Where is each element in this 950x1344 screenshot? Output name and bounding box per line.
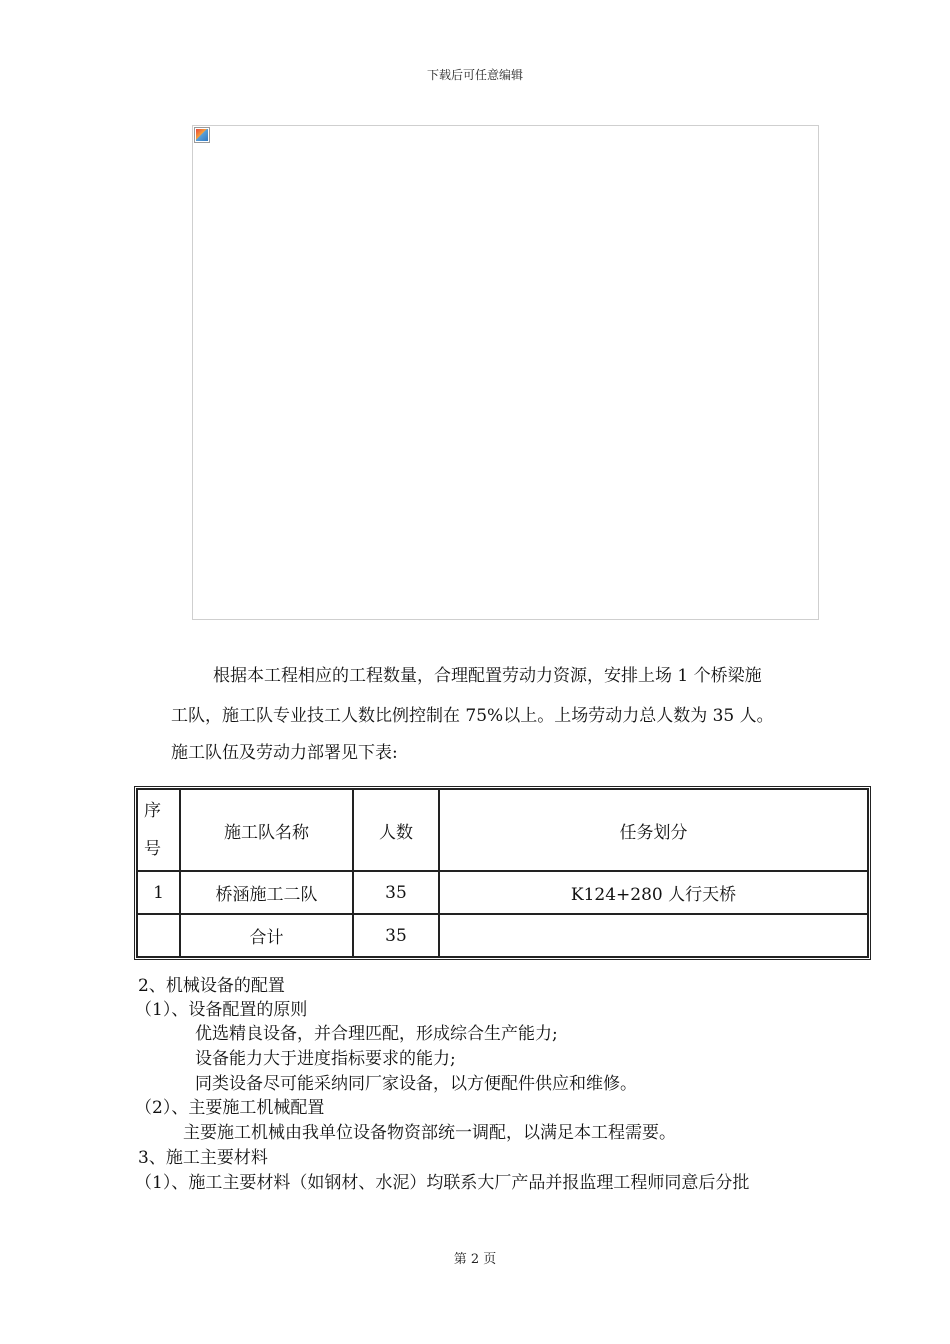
header-task: 任务划分 xyxy=(439,789,868,871)
body-paragraph-line-1: 根据本工程相应的工程数量，合理配置劳动力资源，安排上场 1 个桥梁施 xyxy=(213,666,762,686)
cell-count: 35 xyxy=(353,871,439,914)
section-heading-3: 3、施工主要材料 xyxy=(138,1148,268,1168)
subsection-heading-2-2: （2）、主要施工机械配置 xyxy=(135,1098,325,1118)
table-header-row xyxy=(137,789,868,871)
header-seq xyxy=(137,789,180,871)
body-paragraph-line-3: 施工队伍及劳动力部署见下表: xyxy=(171,743,398,763)
subsection-heading-3-1: （1）、施工主要材料（如钢材、水泥）均联系大厂产品并报监理工程师同意后分批 xyxy=(135,1173,750,1193)
body-line: 主要施工机械由我单位设备物资部统一调配，以满足本工程需要。 xyxy=(183,1123,676,1143)
page-header: 下载后可任意编辑 xyxy=(426,68,523,82)
image-placeholder xyxy=(192,125,819,620)
section-heading-2: 2、机械设备的配置 xyxy=(138,976,285,996)
cell-seq: 1 xyxy=(137,871,180,914)
table-row xyxy=(137,871,868,914)
header-name: 施工队名称 xyxy=(180,789,353,871)
bullet-line: 同类设备尽可能采纳同厂家设备，以方便配件供应和维修。 xyxy=(195,1074,637,1094)
page-footer: 第 2 页 xyxy=(453,1252,497,1267)
cell-task xyxy=(439,914,868,957)
labor-table xyxy=(134,786,871,960)
table-total-row xyxy=(137,914,868,957)
bullet-line: 优选精良设备，并合理匹配，形成综合生产能力; xyxy=(195,1024,558,1044)
cell-count: 35 xyxy=(353,914,439,957)
subsection-heading-2-1: （1）、设备配置的原则 xyxy=(135,1000,308,1020)
cell-name: 合计 xyxy=(180,914,353,957)
broken-image-icon xyxy=(194,127,210,143)
header-count: 人数 xyxy=(353,789,439,871)
cell-task: K124+280 人行天桥 xyxy=(439,871,868,914)
header-seq-b: 号 xyxy=(144,839,161,859)
bullet-line: 设备能力大于进度指标要求的能力; xyxy=(195,1049,456,1069)
body-paragraph-line-2: 工队，施工队专业技工人数比例控制在 75%以上。上场劳动力总人数为 35 人。 xyxy=(171,706,774,726)
cell-name: 桥涵施工二队 xyxy=(180,871,353,914)
header-seq-a: 序 xyxy=(144,801,161,821)
cell-seq xyxy=(137,914,180,957)
